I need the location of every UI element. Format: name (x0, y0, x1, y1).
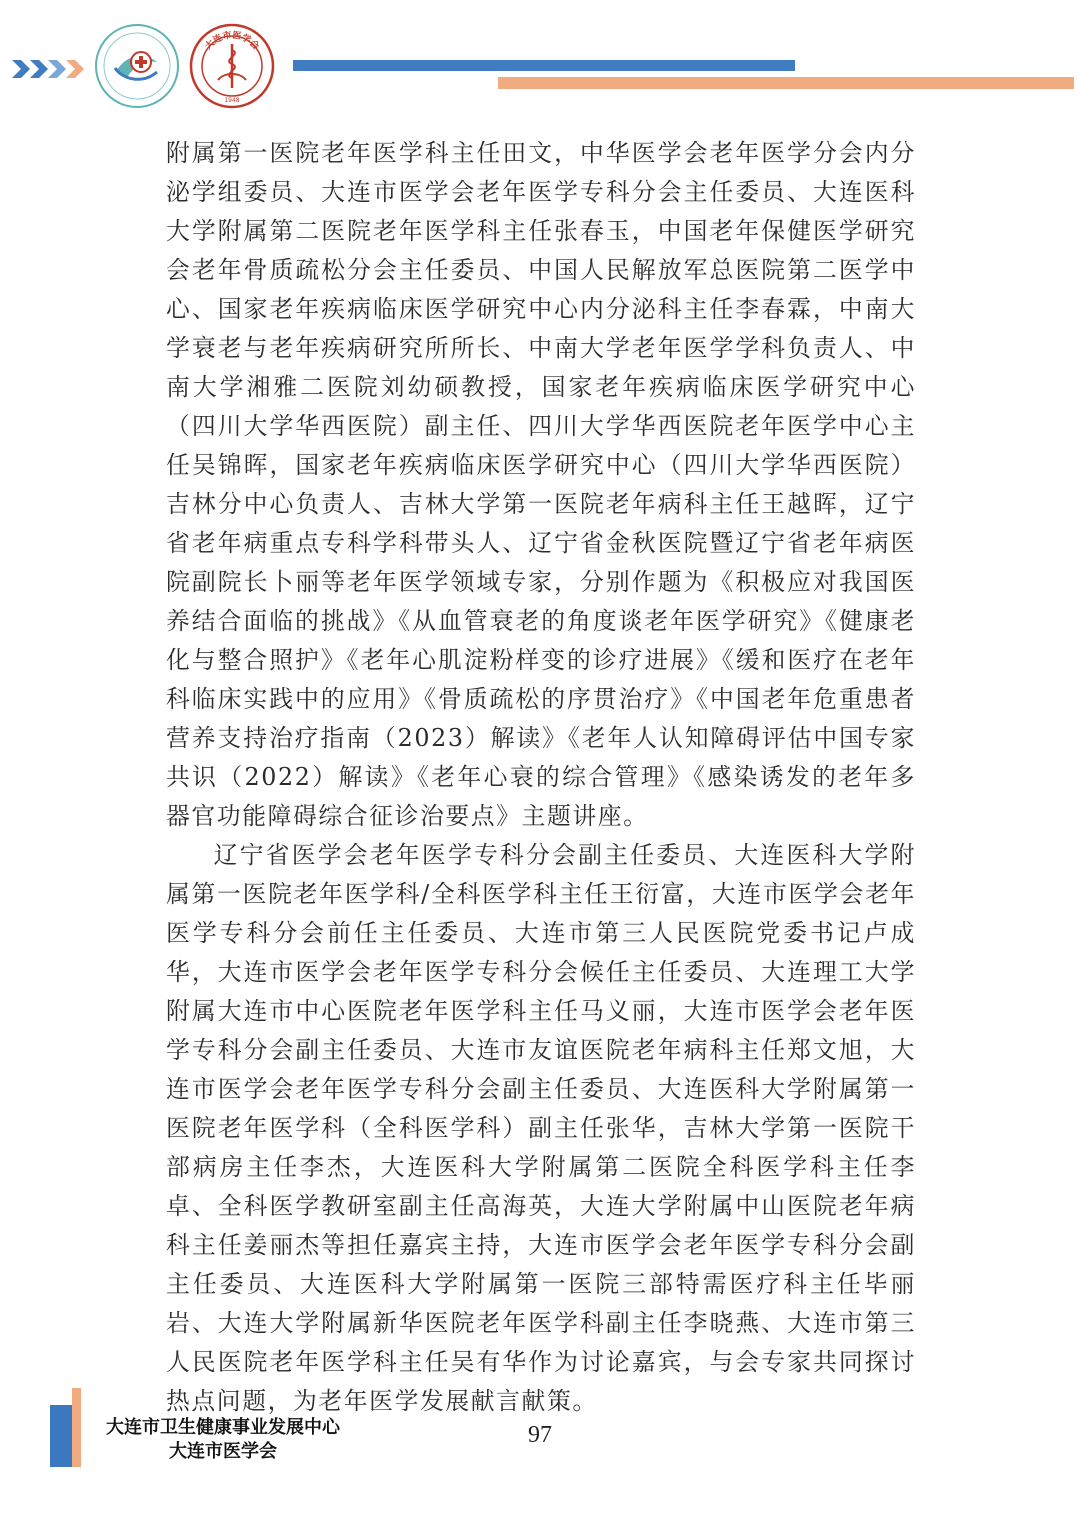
dalian-medical-association-logo-icon (188, 22, 276, 110)
footer-blue-bar (50, 1405, 72, 1467)
page-number: 97 (528, 1422, 552, 1448)
article-body (166, 134, 916, 1421)
header-orange-bar (498, 77, 1074, 89)
footer-org-line-1: 大连市卫生健康事业发展中心 (106, 1417, 340, 1438)
dalian-health-center-logo-icon (93, 22, 181, 110)
paragraph-1: 附属第一医院老年医学科主任田文，中华医学会老年医学分会内分泌学组委员、大连市医学会老年医学专科分会主任委员、大连医科大学附属第二医院老年医学科主任张春玉，中国老年保健医学研究会老年骨质疏松分会主任委员、中国人民解放军总医院第二医学中心、国家老年疾病临床医学研究中心内分泌科主任李春霖，中南大学衰老与老年疾病研究所所长、中南大学老年医学学科负责人、中南大学湘雅二医院刘幼硕教授，国家老年疾病临床医学研究中心（四川大学华西医院）副主任、四川大学华西医院老年医学中心主任吴锦晖，国家老年疾病临床医学研究中心（四川大学华西医院）吉林分中心负责人、吉林大学第一医院老年病科主任王越晖，辽宁省老年病重点专科学科带头人、辽宁省金秋医院暨辽宁省老年病医院副院长卜丽等老年医学领域专家，分别作题为《积极应对我国医养结合面临的挑战》《从血管衰老的角度谈老年医学研究》《健康老化与整合照护》《老年心肌淀粉样变的诊疗进展》《缓和医疗在老年科临床实践中的应用》《骨质疏松的序贯治疗》《中国老年危重患者营养支持治疗指南（2023）解读》《老年人认知障碍评估中国专家共识（2022）解读》《老年心衰的综合管理》《感染诱发的老年多器官功能障碍综合征诊治要点》主题讲座。 (166, 139, 916, 830)
footer-org-line-2: 大连市医学会 (169, 1441, 277, 1462)
paragraph-2: 辽宁省医学会老年医学专科分会副主任委员、大连医科大学附属第一医院老年医学科/全科医学科主任王衍富，大连市医学会老年医学专科分会前任主任委员、大连市第三人民医院党委书记卢成华，大连市医学会老年医学专科分会候任主任委员、大连理工大学附属大连市中心医院老年医学科主任马义丽，大连市医学会老年医学专科分会副主任委员、大连市友谊医院老年病科主任郑文旭，大连市医学会老年医学专科分会副主任委员、大连医科大学附属第一医院老年医学科（全科医学科）副主任张华，吉林大学第一医院干部病房主任李杰，大连医科大学附属第二医院全科医学科主任李卓、全科医学教研室副主任高海英，大连大学附属中山医院老年病科主任姜丽杰等担任嘉宾主持，大连市医学会老年医学专科分会副主任委员、大连医科大学附属第一医院三部特需医疗科主任毕丽岩、大连大学附属新华医院老年医学科副主任李晓燕、大连市第三人民医院老年医学科主任吴有华作为讨论嘉宾，与会专家共同探讨热点问题，为老年医学发展献言献策。 (166, 841, 916, 1415)
logo-right-year: 1948 (224, 97, 240, 104)
logo-right-text: 大连市医学会 (203, 30, 261, 52)
chevron-arrows-icon (12, 58, 88, 80)
header-blue-bar (293, 60, 795, 71)
footer-orange-bar (72, 1388, 81, 1467)
